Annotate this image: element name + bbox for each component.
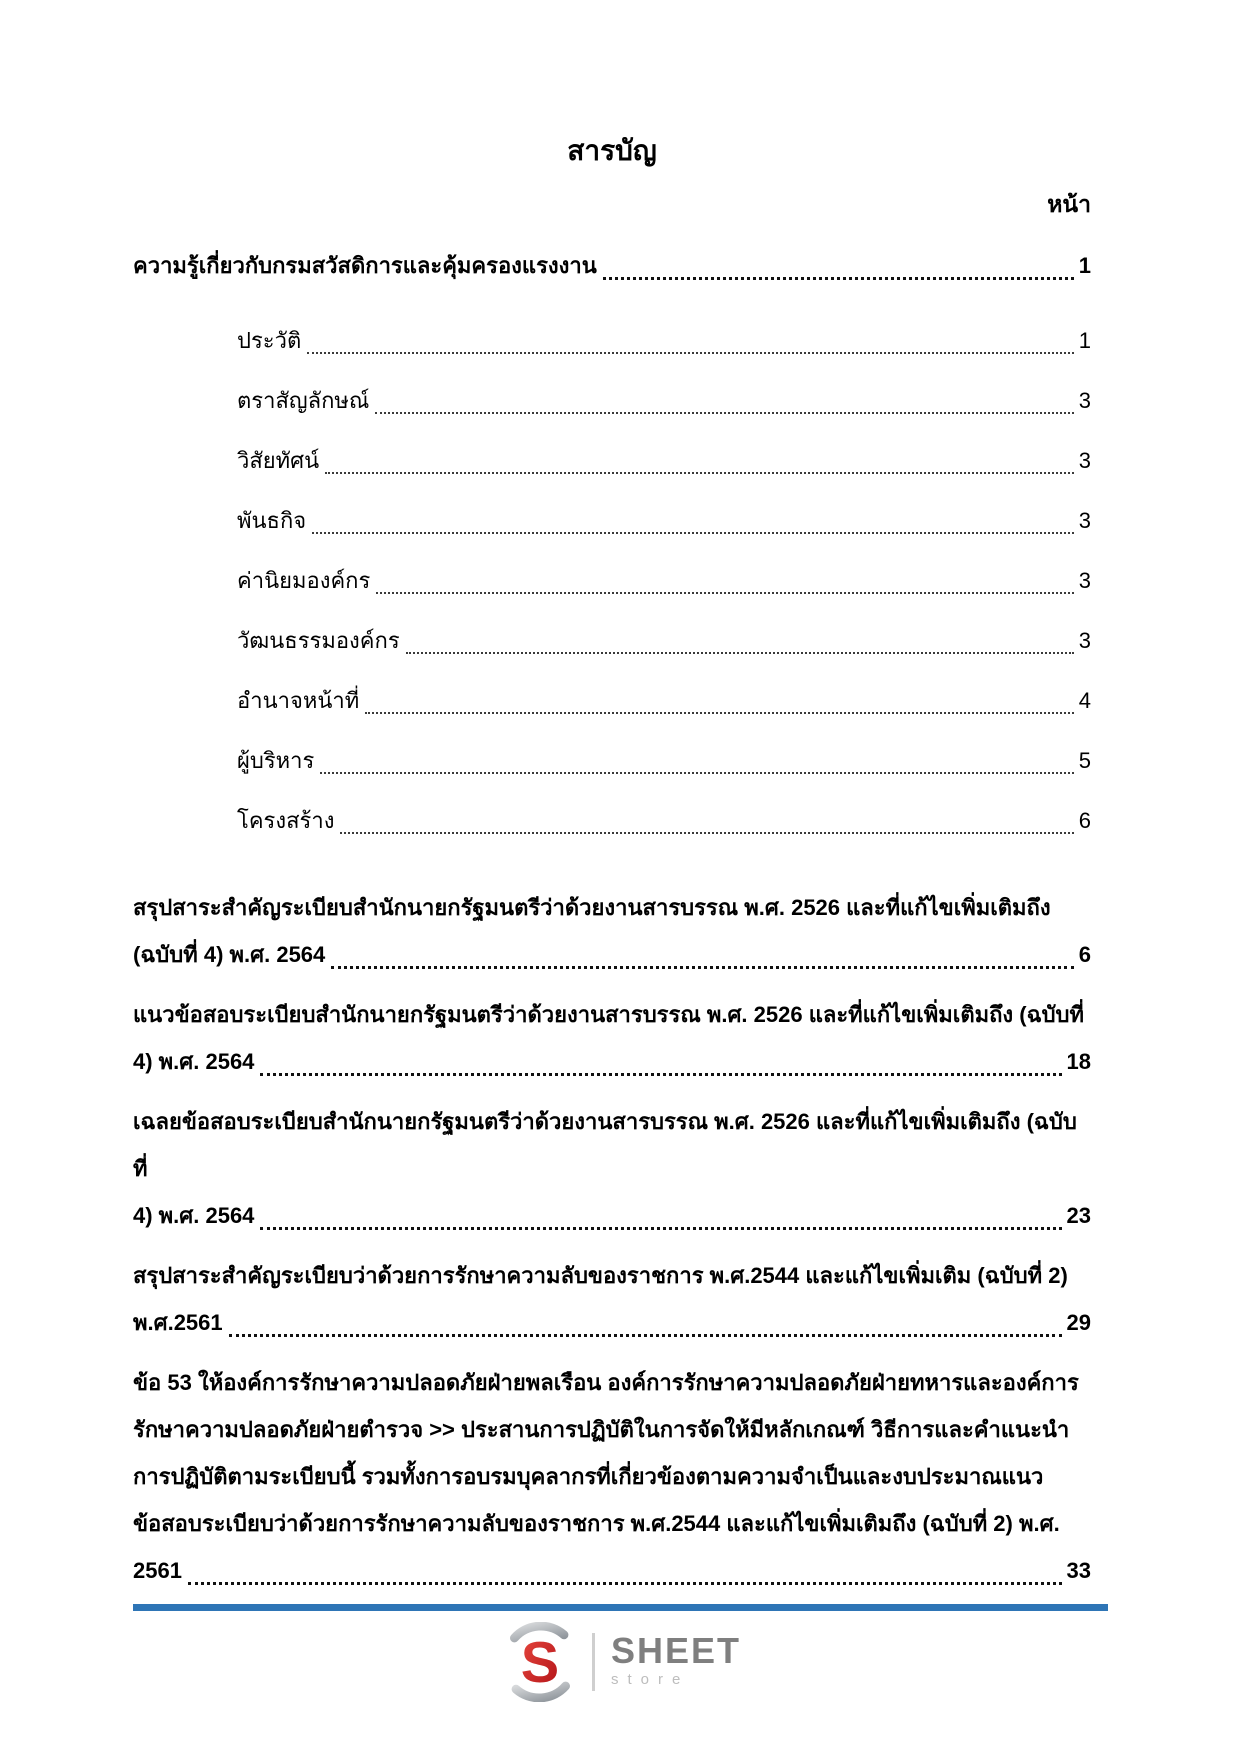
toc-entry-last-line — [237, 737, 1091, 784]
page-number: 5 — [1078, 748, 1091, 773]
toc-entry-line: ข้อ 53 ให้องค์การรักษาความปลอดภัยฝ่ายพลเรือน องค์การรักษาความปลอดภัยฝ่ายทหารและองค์การ — [133, 1370, 1079, 1395]
page-number: 6 — [1078, 942, 1091, 967]
toc-subentry — [237, 797, 1091, 844]
dot-leader — [376, 592, 1073, 594]
toc-entry-text: ผู้บริหาร — [237, 748, 315, 773]
dot-leader — [320, 772, 1073, 774]
toc-subentry — [237, 557, 1091, 604]
toc-entry-line: สรุปสาระสำคัญระเบียบว่าด้วยการรักษาความลับของราชการ พ.ศ.2544 และแก้ไขเพิ่มเติม (ฉบับที่ 2) — [133, 1263, 1068, 1288]
toc-subentry — [237, 617, 1091, 664]
toc-entry-text: วัฒนธรรมองค์กร — [237, 628, 400, 653]
toc-entry-line: การปฏิบัติตามระเบียบนี้ รวมทั้งการอบรมบุคลากรที่เกี่ยวข้องตามความจำเป็นและงบประมาณแนว — [133, 1464, 1044, 1489]
dot-leader — [229, 1334, 1062, 1337]
dot-leader — [331, 966, 1073, 969]
page-number: 3 — [1078, 508, 1091, 533]
toc-entry-text: ความรู้เกี่ยวกับกรมสวัสดิการและคุ้มครองแรงงาน — [133, 253, 597, 278]
toc-list — [133, 242, 1091, 1594]
toc-entry-last-line — [237, 377, 1091, 424]
toc-entry-last-line — [133, 1299, 1091, 1346]
toc-entry-last-line — [237, 557, 1091, 604]
toc-entry-last-line — [133, 242, 1091, 289]
toc-entry-line: ข้อสอบระเบียบว่าด้วยการรักษาความลับของราชการ พ.ศ.2544 และแก้ไขเพิ่มเติมถึง (ฉบับที่ 2) พ.ศ. — [133, 1511, 1060, 1536]
toc-subentry — [237, 497, 1091, 544]
page-number: 3 — [1078, 568, 1091, 593]
page-number: 4 — [1078, 688, 1091, 713]
toc-entry-last-line — [237, 797, 1091, 844]
toc-entry-text: วิสัยทัศน์ — [237, 448, 320, 473]
toc-entry-last-line — [133, 1038, 1091, 1085]
brand-subtitle: store — [610, 1671, 690, 1688]
toc-subentry — [237, 377, 1091, 424]
page-number: 3 — [1078, 628, 1091, 653]
toc-entry-last-line — [237, 437, 1091, 484]
toc-entry — [133, 884, 1091, 978]
page-number: 6 — [1078, 808, 1091, 833]
page-number: 23 — [1066, 1203, 1091, 1228]
toc-entry — [133, 1359, 1091, 1594]
toc-entry-line: เฉลยข้อสอบระเบียบสำนักนายกรัฐมนตรีว่าด้วยงานสารบรรณ พ.ศ. 2526 และที่แก้ไขเพิ่มเติมถึง (ฉบับที่ — [133, 1109, 1077, 1181]
toc-subentry — [237, 737, 1091, 784]
toc-entry-text: ประวัติ — [237, 328, 302, 353]
dot-leader — [340, 832, 1073, 834]
page-number: 3 — [1078, 388, 1091, 413]
toc-entry-text: พ.ศ.2561 — [133, 1310, 223, 1335]
toc-entry-text: 4) พ.ศ. 2564 — [133, 1203, 255, 1228]
toc-entry-text: 4) พ.ศ. 2564 — [133, 1049, 255, 1074]
toc-entry-last-line — [133, 931, 1091, 978]
toc-entry-line: แนวข้อสอบระเบียบสำนักนายกรัฐมนตรีว่าด้วยงานสารบรรณ พ.ศ. 2526 และที่แก้ไขเพิ่มเติมถึง (ฉบับที่ — [133, 1002, 1085, 1027]
page-number: 1 — [1078, 328, 1091, 353]
toc-entry-last-line — [133, 1547, 1091, 1594]
sheet-store-logo-icon — [500, 1622, 580, 1702]
toc-entry-text: อำนาจหน้าที่ — [237, 688, 360, 713]
toc-subentry — [237, 437, 1091, 484]
brand-name: SHEET — [610, 1630, 742, 1671]
toc-entry-last-line — [237, 617, 1091, 664]
footer-brand-logo — [0, 1622, 1241, 1702]
toc-entry-last-line — [133, 1192, 1091, 1239]
toc-entry-line: รักษาความปลอดภัยฝ่ายตำรวจ >> ประสานการปฏิบัติในการจัดให้มีหลักเกณฑ์ วิธีการและคำแนะนำ — [133, 1417, 1070, 1442]
toc-entry-line: สรุปสาระสำคัญระเบียบสำนักนายกรัฐมนตรีว่าด้วยงานสารบรรณ พ.ศ. 2526 และที่แก้ไขเพิ่มเติมถึง — [133, 895, 1051, 920]
toc-subentry — [237, 317, 1091, 364]
page-column-label: หน้า — [1047, 191, 1091, 217]
toc-entry-last-line — [237, 677, 1091, 724]
toc-entry — [133, 991, 1091, 1085]
dot-leader — [307, 352, 1074, 354]
dot-leader — [325, 472, 1074, 474]
brand-divider — [592, 1633, 595, 1691]
page-number: 18 — [1066, 1049, 1091, 1074]
toc-entry-text: พันธกิจ — [237, 508, 307, 533]
toc-entry-text: 2561 — [133, 1558, 182, 1583]
footer-divider-rule — [133, 1604, 1108, 1611]
toc-entry — [133, 1098, 1091, 1239]
svg-text:S: S — [520, 1631, 560, 1695]
dot-leader — [365, 712, 1074, 714]
toc-entry — [133, 242, 1091, 289]
toc-entry-last-line — [237, 497, 1091, 544]
toc-entry-text: โครงสร้าง — [237, 808, 335, 833]
toc-subentry — [237, 677, 1091, 724]
toc-entry — [133, 1252, 1091, 1346]
dot-leader — [406, 652, 1074, 654]
toc-entry-text: ค่านิยมองค์กร — [237, 568, 371, 593]
toc-entry-text: ตราสัญลักษณ์ — [237, 388, 370, 413]
page-number: 3 — [1078, 448, 1091, 473]
dot-leader — [375, 412, 1073, 414]
toc-entry-last-line — [237, 317, 1091, 364]
toc-entry-text: (ฉบับที่ 4) พ.ศ. 2564 — [133, 942, 326, 967]
page-title: สารบัญ — [567, 135, 657, 166]
page-number: 29 — [1066, 1310, 1091, 1335]
dot-leader — [260, 1227, 1061, 1230]
dot-leader — [188, 1582, 1062, 1585]
dot-leader — [260, 1073, 1061, 1076]
dot-leader — [312, 532, 1074, 534]
page-number: 33 — [1066, 1558, 1091, 1583]
brand-text-block — [610, 1630, 742, 1691]
page-number: 1 — [1078, 253, 1091, 278]
dot-leader — [603, 277, 1074, 280]
